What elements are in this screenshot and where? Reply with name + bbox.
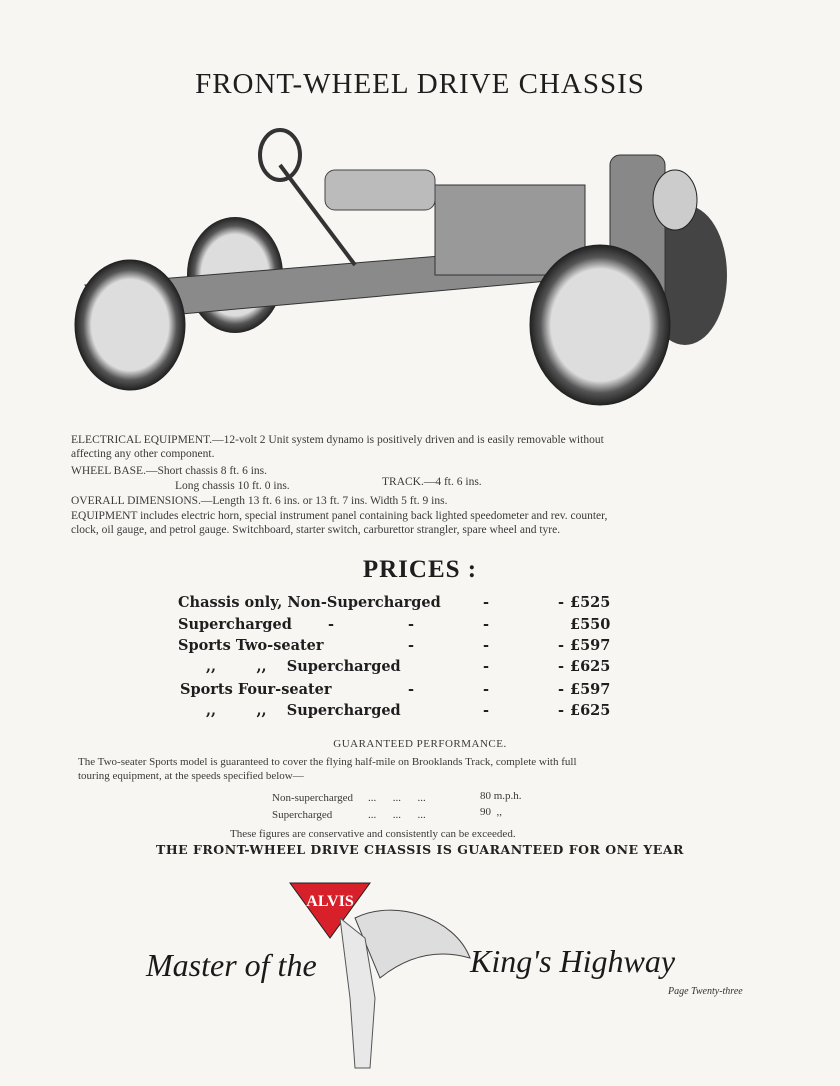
- wing-icon: [355, 910, 470, 978]
- slogan-right: King's Highway: [470, 943, 676, 979]
- dash: -: [483, 681, 490, 698]
- dash: -: [408, 637, 415, 654]
- dash: -: [483, 702, 490, 719]
- svg-text:ALVIS: ALVIS: [306, 893, 354, 910]
- price-value: £597: [570, 681, 611, 698]
- price-value: £550: [570, 616, 611, 633]
- page-title: FRONT-WHEEL DRIVE CHASSIS: [195, 68, 645, 100]
- price-value: £597: [570, 637, 611, 654]
- wheelbase-long-spec: Long chassis 10 ft. 0 ins.: [175, 480, 290, 492]
- speed-value: 90 ,,: [480, 806, 502, 818]
- performance-heading: GUARANTEED PERFORMANCE.: [333, 738, 507, 750]
- dash: -: [483, 594, 490, 611]
- performance-text: The Two-seater Sports model is guaranteed to cover the flying half-mile on Brooklands Track, complete with full: [78, 756, 577, 768]
- price-label: Chassis only, Non-Supercharged: [178, 594, 441, 611]
- steering-wheel: [260, 130, 300, 180]
- dash: -: [408, 616, 415, 633]
- price-value: £625: [570, 658, 611, 675]
- rear-near-wheel: [75, 260, 185, 390]
- speed-label: Supercharged: [272, 809, 333, 821]
- price-label: ,, ,, Supercharged: [206, 702, 401, 719]
- track-spec: TRACK.—4 ft. 6 ins.: [382, 476, 482, 488]
- price-value: £625: [570, 702, 611, 719]
- dash: -: [328, 616, 335, 633]
- performance-text-cont: touring equipment, at the speeds specified below—: [78, 770, 304, 782]
- headlamp: [653, 170, 697, 230]
- price-row: [178, 702, 628, 724]
- speed-dots: ... ... ...: [368, 792, 426, 804]
- fuel-tank: [325, 170, 435, 210]
- speed-dots: ... ... ...: [368, 809, 426, 821]
- price-row: [178, 637, 628, 659]
- price-row: [178, 681, 628, 703]
- electrical-spec: ELECTRICAL EQUIPMENT.—12-volt 2 Unit system dynamo is positively driven and is easily removable without: [71, 434, 604, 446]
- dimensions-spec: OVERALL DIMENSIONS.—Length 13 ft. 6 ins. or 13 ft. 7 ins. Width 5 ft. 9 ins.: [71, 495, 448, 507]
- chassis-photo: [55, 125, 735, 425]
- front-near-wheel: [530, 245, 670, 405]
- dash: -: [558, 658, 565, 675]
- logo-triangle: [290, 883, 370, 938]
- price-row: [178, 594, 628, 616]
- dash: -: [558, 702, 565, 719]
- speed-label: Non-supercharged: [272, 792, 354, 804]
- price-label: Sports Four-seater: [180, 681, 332, 698]
- price-value: £525: [570, 594, 611, 611]
- dash: -: [483, 637, 490, 654]
- dash: -: [483, 616, 490, 633]
- dash: -: [558, 681, 565, 698]
- price-label: Supercharged: [178, 616, 292, 633]
- performance-note: These figures are conservative and consistently can be exceeded.: [230, 828, 516, 840]
- equipment-spec-cont: clock, oil gauge, and petrol gauge. Switchboard, starter switch, carburettor strangler, spare wheel and tyre.: [71, 524, 561, 536]
- dash: -: [558, 637, 565, 654]
- price-row: [178, 616, 628, 638]
- price-label: Sports Two-seater: [178, 637, 324, 654]
- equipment-spec: EQUIPMENT includes electric horn, special instrument panel containing back lighted speedometer and rev. counter,: [71, 510, 608, 522]
- prices-heading: PRICES :: [362, 556, 478, 583]
- price-row: [178, 658, 628, 680]
- speed-value: 80 m.p.h.: [480, 790, 522, 802]
- dash: -: [558, 594, 565, 611]
- dash: -: [483, 658, 490, 675]
- page-number: Page Twenty-three: [668, 986, 743, 997]
- guarantee-statement: THE FRONT-WHEEL DRIVE CHASSIS IS GUARANTEED FOR ONE YEAR: [156, 842, 684, 857]
- dash: -: [408, 681, 415, 698]
- wheelbase-spec: WHEEL BASE.—Short chassis 8 ft. 6 ins.: [71, 465, 268, 477]
- slogan-left: Master of the: [146, 947, 317, 983]
- price-label: ,, ,, Supercharged: [206, 658, 401, 675]
- electrical-spec-cont: affecting any other component.: [71, 448, 215, 460]
